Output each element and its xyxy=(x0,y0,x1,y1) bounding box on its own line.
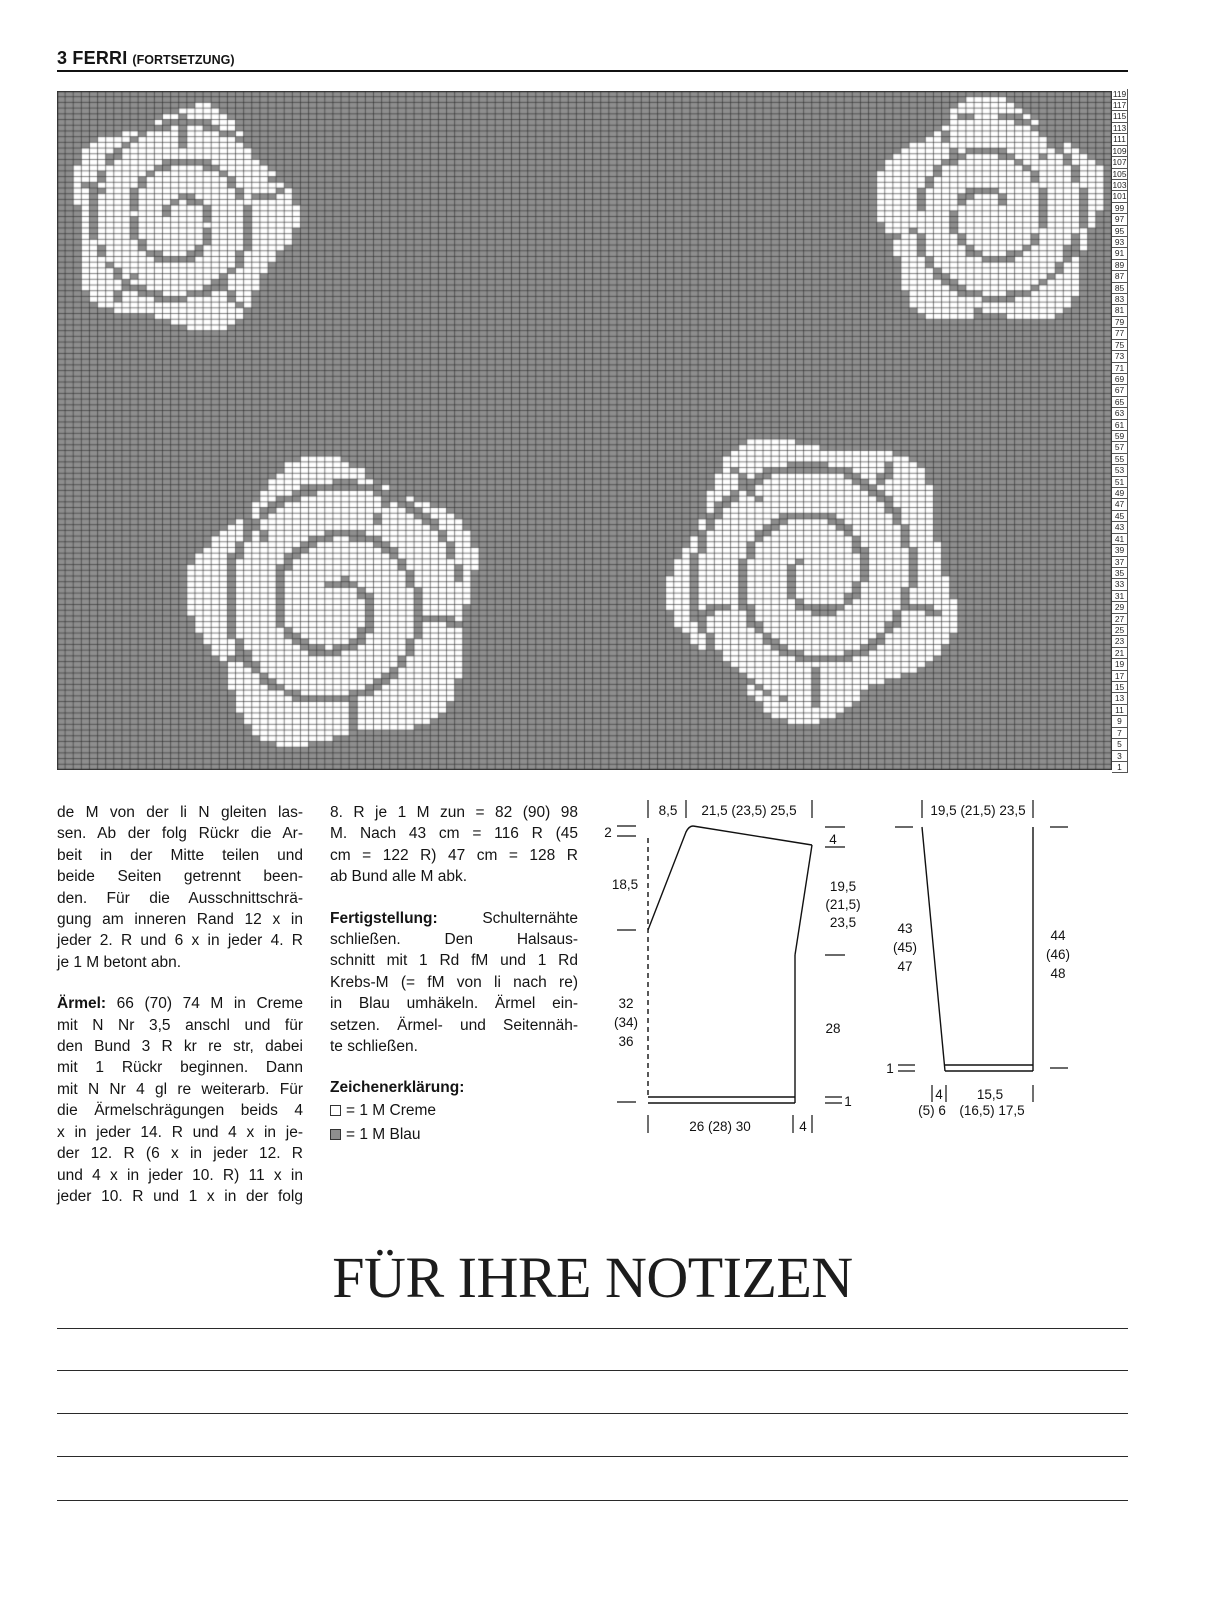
row-number: 35 xyxy=(1112,568,1128,579)
paragraph-sleeves-lines xyxy=(57,1015,303,1208)
row-number: 11 xyxy=(1112,705,1128,716)
row-number: 111 xyxy=(1112,134,1128,145)
row-number: 73 xyxy=(1112,351,1128,362)
text-line: den. Für die Ausschnittschrä- xyxy=(57,889,303,907)
blau-square-icon xyxy=(330,1129,341,1140)
row-number: 53 xyxy=(1112,465,1128,476)
text-line: mit N Nr 4 gl re weiterarb. Für xyxy=(57,1080,303,1098)
text-line-rest: 66 (70) 74 M in Creme xyxy=(116,995,303,1013)
row-number: 91 xyxy=(1112,248,1128,259)
row-number: 19 xyxy=(1112,659,1128,670)
row-number: 107 xyxy=(1112,157,1127,168)
legend-label-blau: = 1 M Blau xyxy=(346,1125,421,1143)
text-line: jeder 2. R und 6 x in jeder 4. R xyxy=(57,932,303,950)
row-number: 71 xyxy=(1112,363,1128,374)
chart-row-numbers xyxy=(1112,88,1128,772)
row-number: 77 xyxy=(1112,328,1128,339)
shoulder-line xyxy=(693,826,812,845)
body-shoulder-drop-label: 4 xyxy=(829,832,837,847)
text-line: M. Nach 43 cm = 116 R (45 xyxy=(330,825,578,843)
body-schematic xyxy=(595,790,875,1140)
sleeve-cuff-height-label: 1 xyxy=(886,1061,894,1076)
row-number: 97 xyxy=(1112,214,1128,225)
sleeve-outer-length-label: 47 xyxy=(897,959,913,974)
row-number: 61 xyxy=(1112,420,1128,431)
page-header xyxy=(57,47,235,71)
row-number: 59 xyxy=(1112,431,1128,442)
row-number: 103 xyxy=(1112,179,1127,190)
body-ribbing-label: 1 xyxy=(844,1094,852,1109)
text-line: beide Seiten getrennt been- xyxy=(57,868,303,886)
text-line: in Blau umhäkeln. Ärmel ein- xyxy=(330,995,578,1013)
row-number: 43 xyxy=(1112,522,1128,533)
row-number: 93 xyxy=(1112,237,1128,248)
row-number: 57 xyxy=(1112,442,1128,453)
sleeve-seam-length-label: 44 xyxy=(1050,928,1066,943)
note-line xyxy=(57,1328,1128,1329)
text-line: mit 1 Rückr beginnen. Dann xyxy=(57,1059,303,1077)
body-armhole-label: 19,5 xyxy=(829,879,857,894)
row-number: 105 xyxy=(1112,168,1127,179)
row-number: 89 xyxy=(1112,260,1128,271)
row-number: 45 xyxy=(1112,511,1128,522)
text-line: ab Bund alle M abk. xyxy=(330,868,468,886)
body-width-shoulder-label: 21,5 (23,5) 25,5 xyxy=(701,803,797,818)
row-number: 63 xyxy=(1112,408,1128,419)
row-number: 67 xyxy=(1112,385,1128,396)
sleeve-cuff-width-label: 15,5 xyxy=(976,1087,1004,1102)
text-line: schließen. Den Halsaus- xyxy=(330,931,578,949)
sleeve-outer-length-label: 43 xyxy=(897,921,913,936)
row-number: 119 xyxy=(1112,88,1127,99)
text-line: te schließen. xyxy=(330,1038,418,1056)
note-line xyxy=(57,1370,1128,1371)
body-width-neck-label: 8,5 xyxy=(658,803,678,818)
body-length-label: 36 xyxy=(618,1034,634,1049)
armhole-line xyxy=(795,845,812,955)
text-line: cm = 122 R) 47 cm = 128 R xyxy=(330,846,578,864)
body-neck-length-label: 18,5 xyxy=(611,877,639,892)
row-number: 109 xyxy=(1112,145,1127,156)
text-line: de M von der li N gleiten las- xyxy=(57,804,303,821)
row-number: 75 xyxy=(1112,340,1128,351)
row-number: 25 xyxy=(1112,625,1128,636)
paragraph-neckline xyxy=(57,802,303,973)
legend xyxy=(330,1077,578,1146)
text-line: 8. R je 1 M zun = 82 (90) 98 xyxy=(330,804,578,821)
neckline xyxy=(648,826,693,930)
paragraph-sleeves xyxy=(57,993,303,1207)
row-number: 51 xyxy=(1112,477,1128,488)
body-neck-depth-label: 2 xyxy=(604,825,612,840)
legend-title: Zeichenerklärung: xyxy=(330,1079,465,1097)
text-line: sen. Ab der folg Rückr die Ar- xyxy=(57,825,303,843)
row-number: 5 xyxy=(1112,739,1128,750)
sleeve-schematic xyxy=(870,790,1100,1130)
row-number: 87 xyxy=(1112,271,1128,282)
text-line: beit in der Mitte teilen und xyxy=(57,846,303,864)
row-number: 95 xyxy=(1112,226,1128,237)
row-number: 7 xyxy=(1112,728,1128,739)
row-number: 29 xyxy=(1112,602,1128,613)
text-line: Krebs-M (= fM von li nach re) xyxy=(330,973,578,991)
row-number: 117 xyxy=(1112,100,1127,111)
row-number: 81 xyxy=(1112,305,1128,316)
text-column-2 xyxy=(330,802,578,1147)
note-line xyxy=(57,1456,1128,1457)
row-number: 39 xyxy=(1112,545,1128,556)
row-number: 113 xyxy=(1112,122,1127,133)
header-rule xyxy=(57,70,1128,72)
text-line-rest: Schulternähte xyxy=(482,909,578,927)
row-number: 99 xyxy=(1112,203,1128,214)
legend-item-blau xyxy=(330,1123,578,1147)
row-number: 41 xyxy=(1112,534,1128,545)
row-number: 9 xyxy=(1112,716,1128,727)
text-line xyxy=(330,908,578,929)
row-number: 13 xyxy=(1112,693,1128,704)
sleeve-bottom-offset-label: 4 xyxy=(935,1087,943,1102)
pattern-subtitle: (FORTSETZUNG) xyxy=(132,53,235,67)
row-number: 79 xyxy=(1112,317,1128,328)
row-number: 101 xyxy=(1112,191,1127,202)
body-armhole-label: 23,5 xyxy=(829,915,857,930)
pattern-title: 3 FERRI xyxy=(57,48,128,68)
row-number: 49 xyxy=(1112,488,1128,499)
row-number: 3 xyxy=(1112,751,1128,762)
sleeve-seam-length-label: (46) xyxy=(1045,947,1071,962)
text-line: die Ärmelschrägungen beids 4 xyxy=(57,1102,303,1120)
row-number: 21 xyxy=(1112,648,1128,659)
row-number: 23 xyxy=(1112,636,1128,647)
notes-title: FÜR IHRE NOTIZEN xyxy=(332,1245,853,1310)
sleeve-top-width-label: 19,5 (21,5) 23,5 xyxy=(930,803,1026,818)
row-number: 65 xyxy=(1112,397,1128,408)
text-line: und 4 x in jeder 10. R) 11 x in xyxy=(57,1166,303,1184)
text-line: je 1 M betont abn. xyxy=(57,953,182,971)
paragraph-finishing xyxy=(330,908,578,1058)
row-number: 33 xyxy=(1112,579,1128,590)
row-number: 55 xyxy=(1112,454,1128,465)
sleeves-heading: Ärmel: xyxy=(57,995,107,1013)
paragraph-finishing-lines xyxy=(330,929,578,1057)
body-side-length-label: 28 xyxy=(825,1021,841,1036)
legend-item-creme xyxy=(330,1099,578,1123)
legend-label-creme: = 1 M Creme xyxy=(346,1101,437,1119)
knitting-chart xyxy=(57,91,1112,770)
row-number: 83 xyxy=(1112,294,1128,305)
note-line xyxy=(57,1500,1128,1501)
sleeve-outer-edge xyxy=(922,827,945,1071)
note-line xyxy=(57,1413,1128,1414)
text-line: mit N Nr 3,5 anschl und für xyxy=(57,1016,303,1034)
sleeve-bottom-offset-label: (5) 6 xyxy=(918,1103,946,1118)
body-length-label: 32 xyxy=(618,996,634,1011)
row-number: 31 xyxy=(1112,591,1128,602)
row-number: 27 xyxy=(1112,614,1128,625)
row-number: 17 xyxy=(1112,671,1128,682)
row-number: 37 xyxy=(1112,557,1128,568)
body-bottom-width-label: 26 (28) 30 xyxy=(689,1119,751,1134)
body-armhole-label: (21,5) xyxy=(825,897,861,912)
row-number: 85 xyxy=(1112,283,1128,294)
finishing-heading: Fertigstellung: xyxy=(330,909,438,927)
row-number: 115 xyxy=(1112,111,1127,122)
sleeve-cuff-width-label: (16,5) 17,5 xyxy=(959,1103,1025,1118)
row-number: 47 xyxy=(1112,499,1128,510)
text-line xyxy=(57,993,303,1014)
text-line: den Bund 3 R kr re str, dabei xyxy=(57,1038,303,1056)
text-line: setzen. Ärmel- und Seitennäh- xyxy=(330,1016,578,1034)
paragraph-sleeves-continued xyxy=(330,802,578,888)
row-number: 1 xyxy=(1112,762,1128,773)
sleeve-outer-length-label: (45) xyxy=(892,940,918,955)
row-number: 15 xyxy=(1112,682,1128,693)
text-line: x in jeder 14. R und 4 x in je- xyxy=(57,1123,303,1141)
row-number: 69 xyxy=(1112,374,1128,385)
text-line: der 12. R (6 x in jeder 12. R xyxy=(57,1145,303,1163)
body-length-label: (34) xyxy=(613,1015,639,1030)
text-line: jeder 10. R und 1 x in der folg xyxy=(57,1187,303,1205)
text-line: gung am inneren Rand 12 x in xyxy=(57,911,303,929)
creme-square-icon xyxy=(330,1105,341,1116)
body-bottom-extra-label: 4 xyxy=(799,1119,807,1134)
text-column-1 xyxy=(57,802,303,1207)
sleeve-seam-length-label: 48 xyxy=(1050,966,1066,981)
text-line: schnitt mit 1 Rd fM und 1 Rd xyxy=(330,952,578,970)
